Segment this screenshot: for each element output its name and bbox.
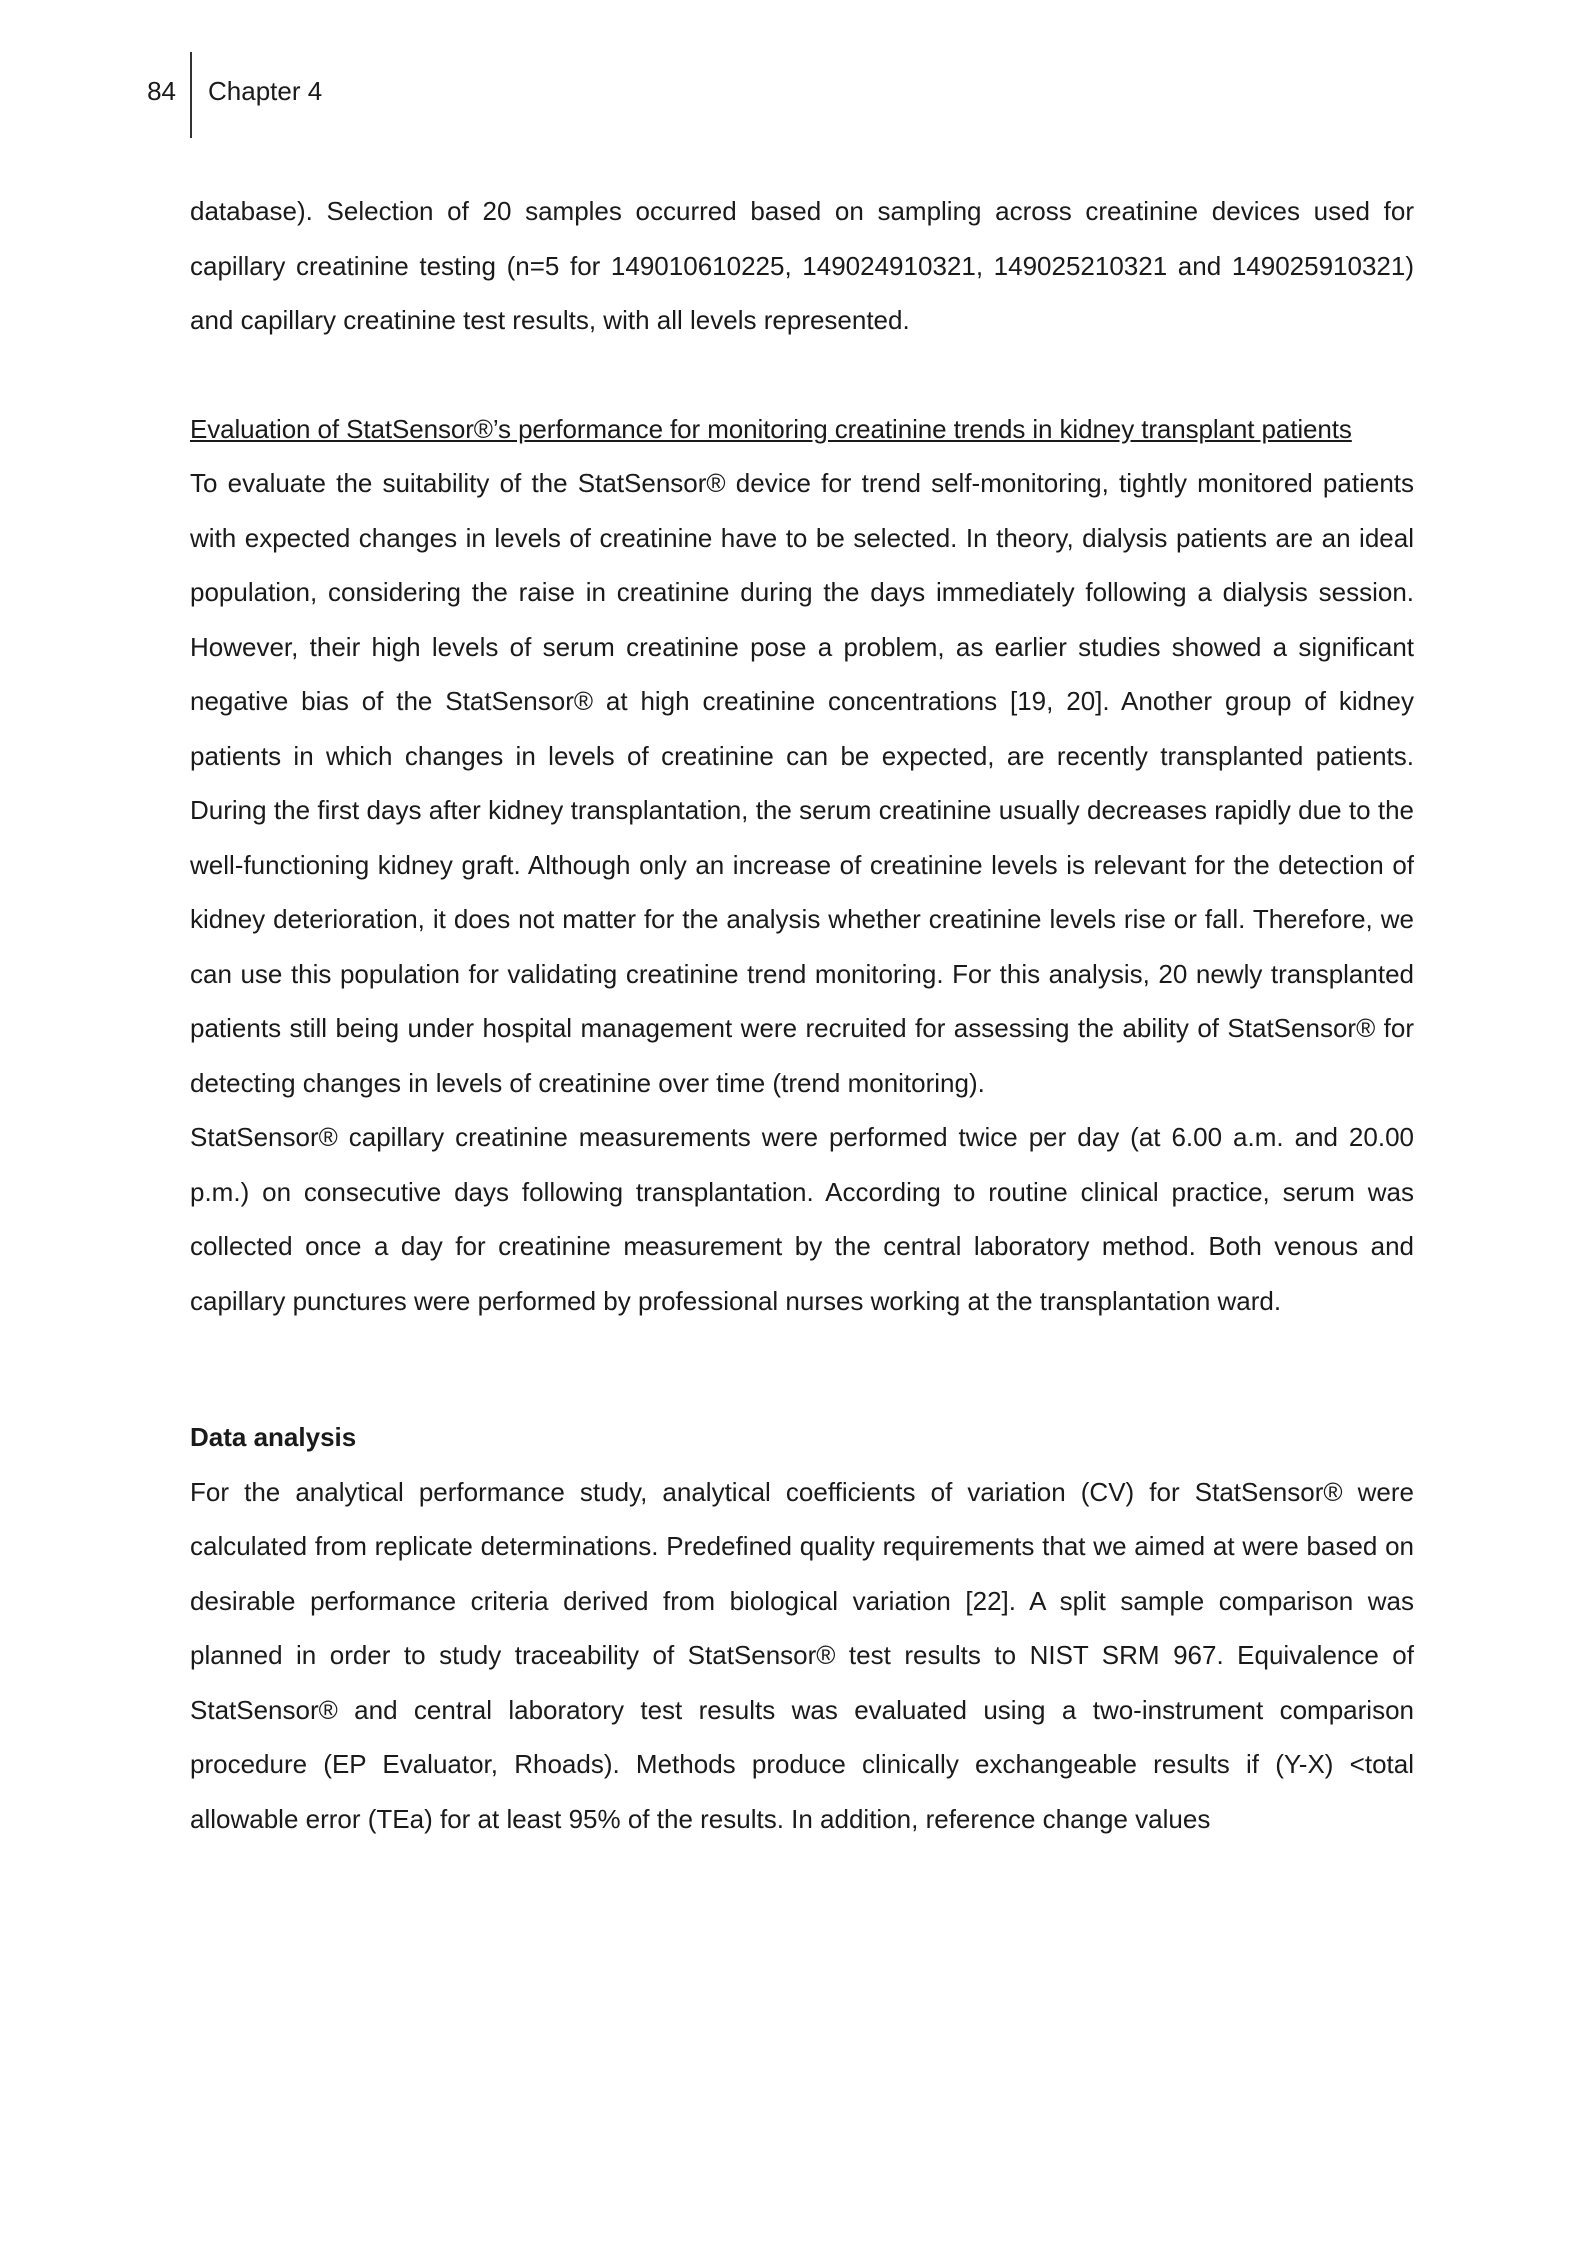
intro-paragraph: database). Selection of 20 samples occurred based on sampling across creatinine devices used for capillary creatinine testing (n=5 for 149010610225, 149024910321, 149025210321 and 149025910321) and capillary creatinine test results, with all levels represented. <box>190 196 1414 335</box>
chapter-label: Chapter 4 <box>208 76 323 106</box>
page-number: 84 <box>147 76 176 106</box>
evaluation-paragraph-2: StatSensor® capillary creatinine measurements were performed twice per day (at 6.00 a.m. and 20.00 p.m.) on consecutive days following transplantation. According to routine clinical practice, serum was collected once a day for creatinine measurement by the central laboratory method. Both venous and capillary punctures were performed by professional nurses working at the transplantation ward. <box>190 1122 1414 1316</box>
evaluation-paragraph-1: To evaluate the suitability of the StatSensor® device for trend self-monitoring, tightly monitored patients with expected changes in levels of creatinine have to be selected. In theory, dialysis patients are an ideal population, considering the raise in creatinine during the days immediately following a dialysis session. However, their high levels of serum creatinine pose a problem, as earlier studies showed a significant negative bias of the StatSensor® at high creatinine concentrations [19, 20]. Another group of kidney patients in which changes in levels of creatinine can be expected, are recently transplanted patients. During the first days after kidney transplantation, the serum creatinine usually decreases rapidly due to the well-functioning kidney graft. Although only an increase of creatinine levels is relevant for the detection of kidney deterioration, it does not matter for the analysis whether creatinine levels rise or fall. Therefore, we can use this population for validating creatinine trend monitoring. For this analysis, 20 newly transplanted patients still being under hospital management were recruited for assessing the ability of StatSensor® for detecting changes in levels of creatinine over time (trend monitoring). <box>190 468 1414 1098</box>
running-header <box>138 52 322 138</box>
page-body <box>190 184 1414 1846</box>
evaluation-subheading: Evaluation of StatSensor®’s performance for monitoring creatinine trends in kidney transplant patients <box>190 413 1352 444</box>
data-analysis-paragraph: For the analytical performance study, analytical coefficients of variation (CV) for StatSensor® were calculated from replicate determinations. Predefined quality requirements that we aimed at were based on desirable performance criteria derived from biological variation [22]. A split sample comparison was planned in order to study traceability of StatSensor® test results to NIST SRM 967. Equivalence of StatSensor® and central laboratory test results was evaluated using a two-instrument comparison procedure (EP Evaluator, Rhoads). Methods produce clinically exchangeable results if (Y-X) <total allowable error (TEa) for at least 95% of the results. In addition, reference change values <box>190 1476 1414 1834</box>
header-divider <box>190 52 192 138</box>
spacer <box>190 348 1414 402</box>
spacer <box>190 1328 1414 1410</box>
data-analysis-heading: Data analysis <box>190 1422 357 1452</box>
